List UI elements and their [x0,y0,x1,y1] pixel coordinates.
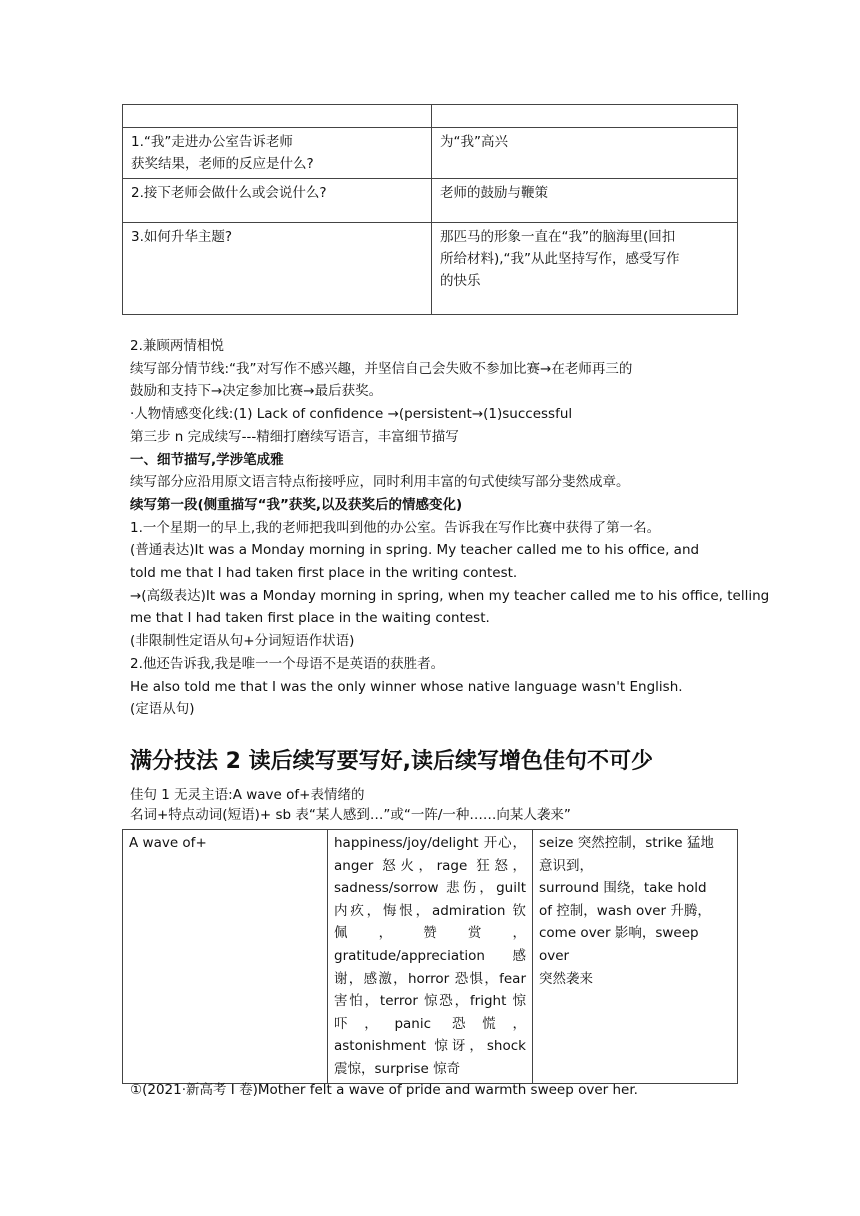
answer-cell [432,105,738,128]
section-title: 满分技法 2 读后续写要写好,读后续写增色佳句不可少 [130,749,653,774]
paragraph: ·人物情感变化线:(1) Lack of confidence →(persistent→(1)successful [130,406,573,423]
plot-question-table [122,104,738,315]
paragraph: 佳句 1 无灵主语:A wave of+表情绪的 [130,787,365,803]
sentence-pattern-table [122,829,738,1084]
answer-cell: 老师的鼓励与鞭策 [432,179,738,223]
paragraph: (定语从句) [130,701,195,718]
subheading: 一、细节描写,学涉笔成雅 [130,451,284,468]
question-cell: 2.接下老师会做什么或会说什么? [123,179,432,223]
paragraph: (普通表达)It was a Monday morning in spring. My teacher called me to his office, and [130,542,700,559]
answer-cell: 那匹马的形象一直在“我”的脑海里(回扣 所给材料),“我”从此坚持写作，感受写作 的快乐 [432,223,738,315]
question-cell [123,105,432,128]
table-row [123,223,738,315]
body-text [130,335,770,721]
answer-cell: 为“我”高兴 [432,128,738,179]
paragraph: me that I had taken first place in the waiting contest. [130,610,490,627]
paragraph: 第三步 n 完成续写---精细打磨续写语言，丰富细节描写 [130,428,459,445]
pattern-cell: A wave of+ [123,830,328,1084]
table-row [123,179,738,223]
paragraph: 2.兼顾两情相悦 [130,338,224,354]
question-cell: 1.“我”走进办公室告诉老师 获奖结果，老师的反应是什么? [123,128,432,179]
paragraph: told me that I had taken first place in the writing contest. [130,565,518,582]
paragraph: 1.一个星期一的早上,我的老师把我叫到他的办公室。告诉我在写作比赛中获得了第一名。 [130,519,661,536]
paragraph: 名词+特点动词(短语)+ sb 表“某人感到…”或“一阵/一种……向某人袭来” [130,807,571,823]
paragraph: →(高级表达)It was a Monday morning in spring, when my teacher called me to his office, telling [130,587,770,604]
intro-text [130,785,750,825]
paragraph: 续写部分应沿用原文语言特点衔接呼应，同时利用丰富的句式使续写部分斐然成章。 [130,474,630,491]
question-cell: 3.如何升华主题? [123,223,432,315]
paragraph: He also told me that I was the only winner whose native language wasn't English. [130,678,683,695]
paragraph: (非限制性定语从句+分词短语作状语) [130,633,355,650]
table-row [123,128,738,179]
verbs-cell: seize 突然控制，strike 猛地 意识到， surround 围绕，take hold of 控制，wash over 升腾， come over 影响，sweep over 突然袭来 [533,830,738,1084]
paragraph: 2.他还告诉我,我是唯一一个母语不是英语的获胜者。 [130,655,445,672]
table-row [123,105,738,128]
paragraph: 鼓励和支持下→决定参加比赛→最后获奖。 [130,383,383,400]
paragraph: 续写部分情节线:“我”对写作不感兴趣，并坚信自己会失败不参加比赛→在老师再三的 [130,360,633,377]
example-sentence: ①(2021·新高考 I 卷)Mother felt a wave of pride and warmth sweep over her. [130,1082,638,1098]
subheading: 续写第一段(侧重描写“我”获奖,以及获奖后的情感变化) [130,496,463,513]
table-row [123,830,738,1084]
emotion-nouns-cell: happiness/joy/delight 开心，anger 怒火，rage 狂怒，sadness/sorrow 悲伤，guilt 内疚，悔恨，admiration 钦佩，赞赏，gratitude/appreciation 感谢，感激，horror 恐惧，fear 害怕，terror 惊恐，fright 惊吓，panic 恐慌，astonishment 惊讶，shock 震惊，surprise 惊奇 [328,830,533,1084]
